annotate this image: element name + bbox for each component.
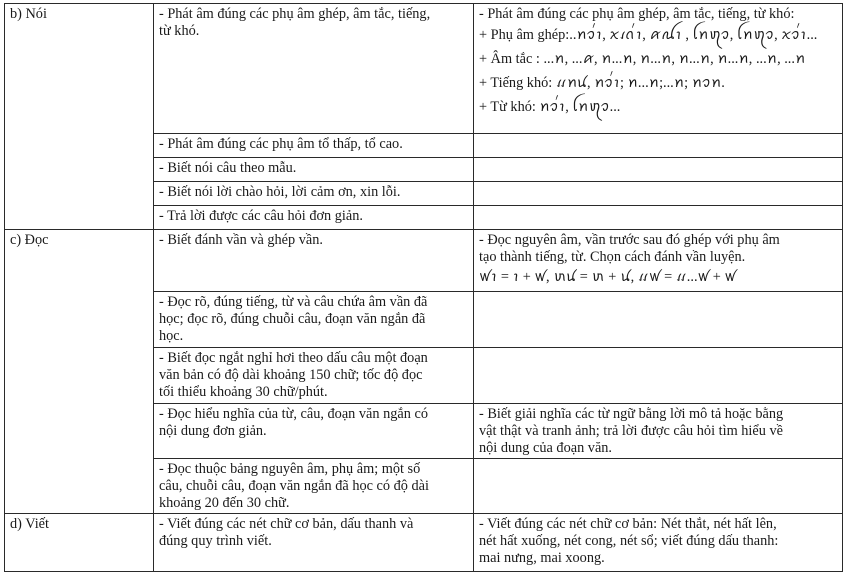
detail-cell: - Viết đúng các nét chữ cơ bản: Nét thắt, nét hất lên, nét hất xuống, nét cong, nét sổ; viết đúng dấu thanh: mai nưng, mai xoong.: [474, 514, 843, 572]
detail-cell: [474, 134, 843, 158]
detail-cell: - Phát âm đúng các phụ âm ghép, âm tắc, tiếng, từ khó: + Phụ âm ghép:..ꪀꪫ꪿ꪱ, ꪎꪹꪒ꪿ꪱ, ꪁꪏꪱ , ꪶꪀꪨꪫ, ꪶꪀꪨꪫ, ꪎꪫ꪿ꪱ... + Âm tắc : ...ꪀ, ...ꪁ, ꪀ...ꪀ, ꪀ...ꪀ, ꪀ...ꪀ, ꪀ...ꪀ, ...ꪀ, ...ꪀ + Tiếng khó: ꪵꪀꪙ, ꪀꪫ꪿ꪱ; ꪀ...ꪀ;...ꪀ; ꪀꪫꪀ. + Từ khó: ꪀꪫ꪿ꪱ, ꪶꪀꪨꪫ...: [474, 4, 843, 134]
detail-cell: [474, 182, 843, 206]
table-row: [5, 514, 843, 572]
skill-cell: - Đọc hiểu nghĩa của từ, câu, đoạn văn ngắn có nội dung đơn giản.: [154, 404, 474, 459]
table-row: [5, 230, 843, 292]
table-row: [5, 4, 843, 134]
section-label: d) Viết: [5, 514, 154, 572]
curriculum-table: [4, 3, 843, 572]
skill-cell: - Đọc thuộc bảng nguyên âm, phụ âm; một số câu, chuỗi câu, đoạn văn ngắn đã học có độ dài khoảng 20 đến 30 chữ.: [154, 459, 474, 514]
detail-cell: - Đọc nguyên âm, vần trước sau đó ghép với phụ âm tạo thành tiếng, từ. Chọn cách đánh vần luyện. ꪝꪱ = ꪱ + ꪝ, ꪬꪙ = ꪬ + ꪙ, ꪵꪝ = ꪵ...ꪝ + ꪝ: [474, 230, 843, 292]
skill-cell: - Biết nói lời chào hỏi, lời cảm ơn, xin lỗi.: [154, 182, 474, 206]
detail-cell: [474, 158, 843, 182]
skill-cell: - Biết nói câu theo mẫu.: [154, 158, 474, 182]
skill-cell: - Đọc rõ, đúng tiếng, từ và câu chứa âm vần đã học; đọc rõ, đúng chuỗi câu, đoạn văn ngắn đã học.: [154, 292, 474, 348]
detail-cell: [474, 348, 843, 404]
detail-cell: [474, 459, 843, 514]
skill-cell: - Trả lời được các câu hỏi đơn giản.: [154, 206, 474, 230]
section-label: b) Nói: [5, 4, 154, 230]
skill-cell: - Viết đúng các nét chữ cơ bản, dấu thanh và đúng quy trình viết.: [154, 514, 474, 572]
detail-cell: - Biết giải nghĩa các từ ngữ bằng lời mô tả hoặc bằng vật thật và tranh ảnh; trả lời được câu hỏi tìm hiểu về nội dung của đoạn văn.: [474, 404, 843, 459]
skill-cell: - Phát âm đúng các phụ âm ghép, âm tắc, tiếng, từ khó.: [154, 4, 474, 134]
skill-cell: - Biết đánh vần và ghép vần.: [154, 230, 474, 292]
detail-cell: [474, 292, 843, 348]
detail-cell: [474, 206, 843, 230]
skill-cell: - Phát âm đúng các phụ âm tổ thấp, tổ cao.: [154, 134, 474, 158]
skill-cell: - Biết đọc ngắt nghỉ hơi theo dấu câu một đoạn văn bản có độ dài khoảng 150 chữ; tốc độ đọc tối thiểu khoảng 30 chữ/phút.: [154, 348, 474, 404]
section-label: c) Đọc: [5, 230, 154, 514]
